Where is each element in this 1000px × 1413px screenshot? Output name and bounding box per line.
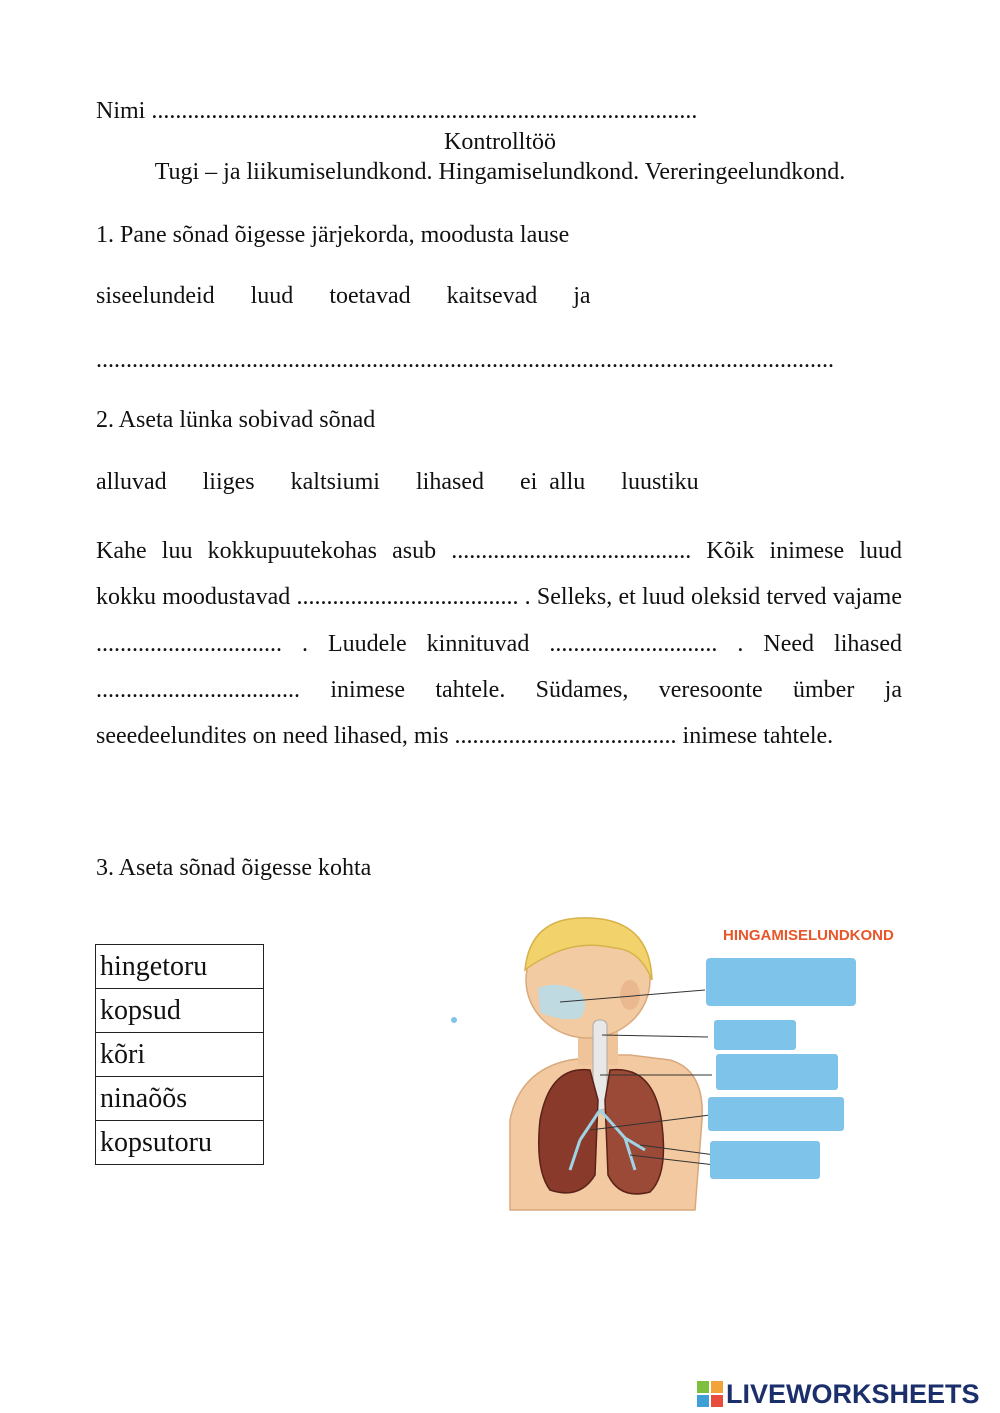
answer-label-box[interactable] — [708, 1097, 844, 1131]
task1-word[interactable]: luud — [250, 283, 294, 309]
word-box-table — [95, 944, 264, 1165]
task2-word[interactable]: lihased — [415, 469, 484, 495]
logo-text: LIVEWORKSHEETS — [726, 1378, 980, 1409]
logo-grid-icon — [697, 1381, 723, 1407]
task1-instruction: 1. Pane sõnad õigesse järjekorda, moodusta lause — [96, 222, 570, 248]
page-subtitle: Tugi – ja liikumiselundkond. Hingamiselundkond. Vereringeelundkond. — [154, 159, 846, 185]
task1-word[interactable]: kaitsevad — [446, 283, 538, 309]
diagram-title: HINGAMISELUNDKOND — [723, 927, 894, 944]
task2-word[interactable]: ei allu — [519, 469, 586, 495]
task1-word[interactable]: ja — [573, 283, 591, 309]
task2-word[interactable]: alluvad — [96, 469, 167, 495]
word-box-cell[interactable]: ninaõõs — [96, 1077, 264, 1121]
task2-word[interactable]: liiges — [202, 469, 255, 495]
answer-label-box[interactable] — [710, 1141, 820, 1179]
word-box-cell[interactable]: hingetoru — [96, 945, 264, 989]
task2-paragraph: Kahe luu kokkupuutekohas asub ........................................ Kõik inimese luud kokku moodustavad ..................................... . Selleks, et luud oleksid terved vajame ............................... . Luudele kinnituvad ............................ . Need lihased .................................. inimese tahtele. Südames, veresoonte ümber ja seeedeelundites on need lihased, mis ..................................... inimese tahtele. — [96, 538, 902, 750]
name-line: Nimi ........................................................................................... — [96, 98, 698, 124]
stray-dot — [451, 1017, 457, 1023]
answer-label-box[interactable] — [716, 1054, 838, 1090]
word-box-cell[interactable]: kõri — [96, 1033, 264, 1077]
word-box-cell[interactable]: kopsud — [96, 989, 264, 1033]
ear-shape — [620, 980, 640, 1010]
answer-label-box[interactable] — [714, 1020, 796, 1050]
task3-instruction: 3. Aseta sõnad õigesse kohta — [96, 855, 372, 881]
word-box-cell[interactable]: kopsutoru — [96, 1121, 264, 1165]
page-title: Kontrolltöö — [444, 129, 556, 155]
task2-word[interactable]: luustiku — [621, 469, 699, 495]
respiratory-diagram — [440, 870, 940, 1240]
task1-word-list — [96, 281, 621, 311]
task1-word[interactable]: toetavad — [329, 283, 411, 309]
task2-instruction: 2. Aseta lünka sobivad sõnad — [96, 407, 376, 433]
respiratory-illustration — [440, 870, 940, 1240]
answer-label-box[interactable] — [706, 958, 856, 1006]
task1-answer-line[interactable]: ........................................................................................................................... — [96, 347, 834, 373]
task2-word[interactable]: kaltsiumi — [290, 469, 380, 495]
task1-word[interactable]: siseelundeid — [96, 283, 215, 309]
liveworksheets-logo — [697, 1377, 980, 1411]
task2-word-list — [96, 467, 729, 497]
